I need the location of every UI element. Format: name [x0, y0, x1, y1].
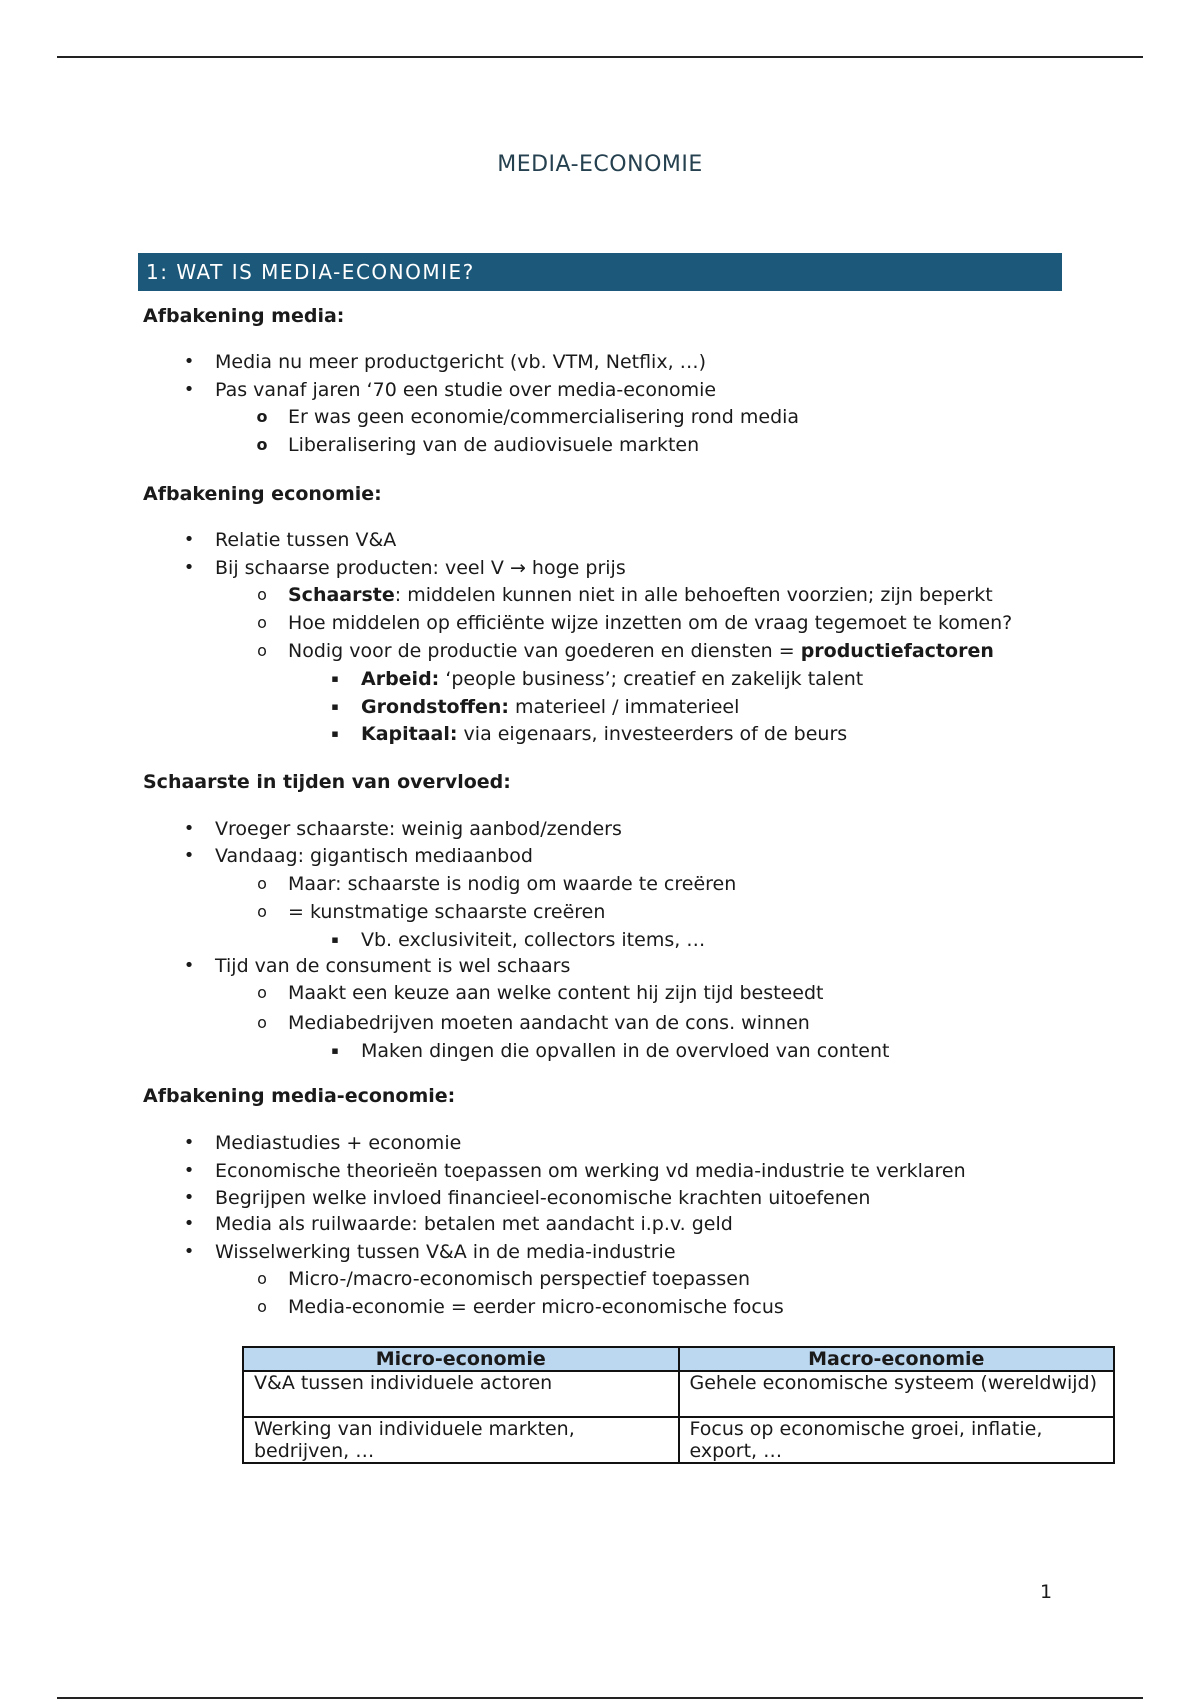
term-arbeid: Arbeid:	[361, 668, 440, 690]
circle-marker: o	[257, 641, 267, 660]
list-item	[183, 350, 707, 374]
list-item-text: Begrijpen welke invloed financieel-economische krachten uitoefenen	[215, 1187, 871, 1209]
list-item-text: Er was geen economie/commercialisering rond media	[288, 406, 800, 428]
table-row	[243, 1371, 1114, 1417]
square-marker: ▪	[331, 672, 339, 685]
list-item-text: Maar: schaarste is nodig om waarde te creëren	[288, 873, 737, 895]
list-item	[257, 1295, 784, 1319]
list-item-text: Media als ruilwaarde: betalen met aandacht i.p.v. geld	[215, 1213, 733, 1235]
list-item-text: materieel / immaterieel	[509, 696, 740, 718]
list-item	[257, 900, 606, 924]
list-item	[183, 954, 571, 978]
list-item	[183, 528, 397, 552]
list-item	[331, 667, 864, 691]
list-item	[183, 1212, 733, 1236]
list-item-text: Hoe middelen op efficiënte wijze inzetten om de vraag tegemoet te komen?	[288, 612, 1013, 634]
bullet-marker: •	[183, 1187, 195, 1208]
list-item	[331, 695, 740, 719]
list-item-text: Bij schaarse producten: veel V → hoge prijs	[215, 557, 626, 579]
document-title: MEDIA-ECONOMIE	[497, 152, 703, 177]
list-item	[183, 1240, 676, 1264]
list-item-text: Media-economie = eerder micro-economische focus	[288, 1296, 784, 1318]
list-item	[183, 1159, 966, 1183]
table-cell: V&A tussen individuele actoren	[243, 1371, 679, 1417]
term-kapitaal: Kapitaal:	[361, 723, 458, 745]
list-item	[183, 556, 626, 580]
circle-marker: o	[257, 585, 267, 604]
list-item	[257, 872, 737, 896]
circle-marker: o	[257, 902, 267, 921]
bullet-marker: •	[183, 529, 195, 550]
list-item-text: via eigenaars, investeerders of de beurs	[457, 723, 848, 745]
list-item-text: Mediastudies + economie	[215, 1132, 462, 1154]
list-item-text: Micro-/macro-economisch perspectief toepassen	[288, 1268, 751, 1290]
bullet-marker: •	[183, 845, 195, 866]
list-item	[256, 405, 800, 429]
square-marker: ▪	[331, 1044, 339, 1057]
section-heading-schaarste: Schaarste in tijden van overvloed:	[143, 771, 511, 793]
section-heading-economie: Afbakening economie:	[143, 483, 382, 505]
term-schaarste: Schaarste	[288, 584, 395, 606]
list-item-text: Vandaag: gigantisch mediaanbod	[215, 845, 533, 867]
table-header-micro: Micro-economie	[243, 1347, 679, 1371]
list-item-text: Relatie tussen V&A	[215, 529, 397, 551]
list-item-text: Vb. exclusiviteit, collectors items, …	[361, 929, 706, 951]
bullet-marker: •	[183, 1132, 195, 1153]
table-row	[243, 1417, 1114, 1463]
list-item	[257, 1011, 810, 1035]
list-item-text: Wisselwerking tussen V&A in de media-industrie	[215, 1241, 676, 1263]
micro-macro-table	[242, 1346, 1115, 1464]
bullet-marker: •	[183, 1213, 195, 1234]
table-cell: Werking van individuele markten, bedrijven, …	[243, 1417, 679, 1463]
bullet-marker: •	[183, 955, 195, 976]
list-item-text: = kunstmatige schaarste creëren	[288, 901, 606, 923]
table-header-macro: Macro-economie	[679, 1347, 1115, 1371]
table-cell: Gehele economische systeem (wereldwijd)	[679, 1371, 1115, 1417]
list-item	[183, 1131, 462, 1155]
circle-marker: o	[256, 435, 268, 454]
circle-marker: o	[257, 1013, 267, 1032]
list-item	[331, 722, 848, 746]
list-item	[257, 981, 824, 1005]
section-heading-media-economie: Afbakening media-economie:	[143, 1085, 456, 1107]
circle-marker: o	[257, 874, 267, 893]
list-item	[183, 378, 717, 402]
list-item-text: Liberalisering van de audiovisuele markten	[288, 434, 700, 456]
bullet-marker: •	[183, 379, 195, 400]
list-item	[257, 1267, 751, 1291]
circle-marker: o	[257, 1297, 267, 1316]
list-item	[331, 1039, 890, 1063]
list-item	[257, 639, 994, 663]
list-item-text: Pas vanaf jaren ‘70 een studie over media-economie	[215, 379, 717, 401]
bullet-marker: •	[183, 1241, 195, 1262]
list-item-text: Mediabedrijven moeten aandacht van de cons. winnen	[288, 1012, 810, 1034]
list-item	[256, 433, 700, 457]
term-grondstoffen: Grondstoffen:	[361, 696, 509, 718]
circle-marker: o	[257, 983, 267, 1002]
circle-marker: o	[257, 1269, 267, 1288]
chapter-heading: 1: WAT IS MEDIA-ECONOMIE?	[138, 253, 1062, 291]
bullet-marker: •	[183, 818, 195, 839]
list-item-text: Maakt een keuze aan welke content hij zijn tijd besteedt	[288, 982, 824, 1004]
list-item-text: Maken dingen die opvallen in de overvloed van content	[361, 1040, 890, 1062]
bullet-marker: •	[183, 1160, 195, 1181]
list-item	[183, 1186, 871, 1210]
list-item	[257, 583, 993, 607]
page-number: 1	[1040, 1581, 1053, 1603]
list-item	[331, 928, 706, 952]
circle-marker: o	[257, 613, 267, 632]
list-item-text: Media nu meer productgericht (vb. VTM, Netflix, …)	[215, 351, 707, 373]
list-item-text: : middelen kunnen niet in alle behoeften voorzien; zijn beperkt	[394, 584, 993, 606]
section-heading-media: Afbakening media:	[143, 305, 345, 327]
bullet-marker: •	[183, 557, 195, 578]
list-item-text: ‘people business’; creatief en zakelijk talent	[439, 668, 864, 690]
list-item	[257, 611, 1013, 635]
footer-rule	[57, 1697, 1143, 1699]
list-item-text: Economische theorieën toepassen om werking vd media-industrie te verklaren	[215, 1160, 966, 1182]
table-cell: Focus op economische groei, inflatie, export, …	[679, 1417, 1115, 1463]
circle-marker: o	[256, 407, 268, 426]
square-marker: ▪	[331, 933, 339, 946]
table-header-row	[243, 1347, 1114, 1371]
square-marker: ▪	[331, 727, 339, 740]
list-item	[183, 844, 533, 868]
header-rule	[57, 56, 1143, 58]
term-productiefactoren: productiefactoren	[800, 640, 994, 662]
square-marker: ▪	[331, 700, 339, 713]
bullet-marker: •	[183, 351, 195, 372]
list-item	[183, 817, 622, 841]
list-item-text: Nodig voor de productie van goederen en diensten =	[288, 640, 801, 662]
list-item-text: Vroeger schaarste: weinig aanbod/zenders	[215, 818, 622, 840]
list-item-text: Tijd van de consument is wel schaars	[215, 955, 571, 977]
